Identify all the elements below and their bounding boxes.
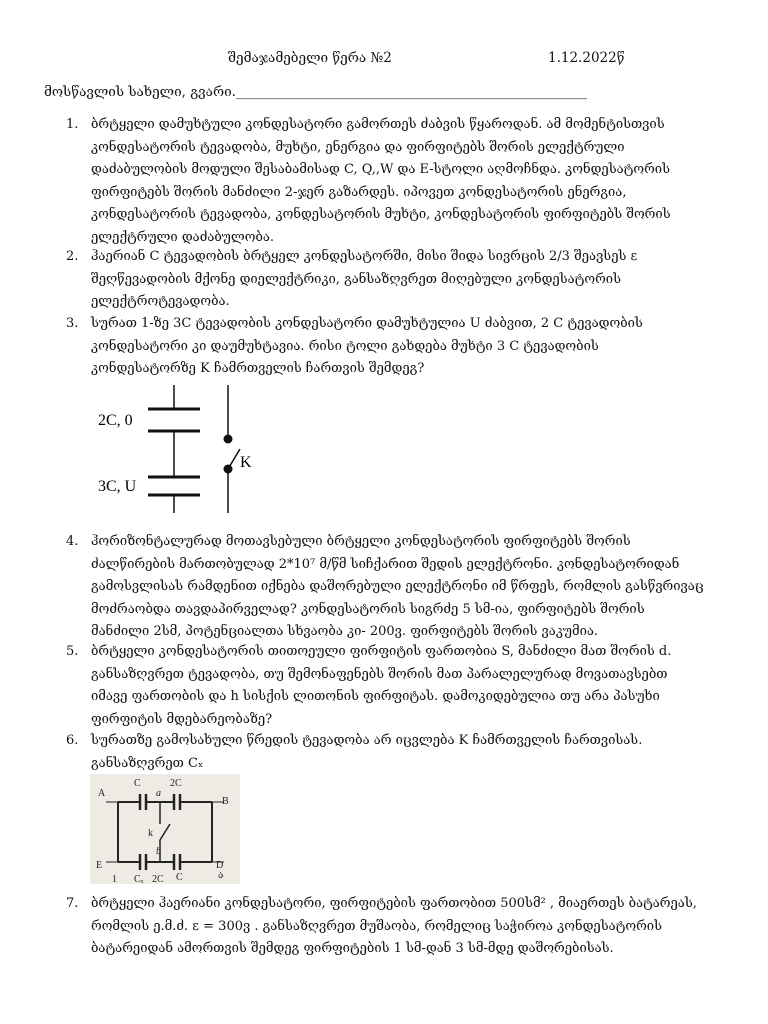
- problem-number: 1.: [66, 117, 79, 132]
- date-label: 1.12.2022წ: [548, 50, 625, 66]
- switch-k-label: K: [240, 454, 252, 471]
- node-d-label: D: [216, 860, 224, 871]
- capacitor-2c-top-label: 2C: [170, 778, 182, 789]
- switch-contact-top: [224, 435, 233, 444]
- node-b-label: B: [222, 796, 229, 807]
- problem-number: 6.: [66, 733, 79, 748]
- problem-number: 3.: [66, 316, 79, 331]
- problem-text: ბრტყელი დამუხტული კონდესატორი გამორთეს ძაბვის წყაროდან. ამ მომენტისთვის კონდესატორის ტევადობა, მუხტი, ენერგია და ფირფიტებს შორის ელექტრული დაძაბულობის მოდული შესაბამისად C, Q,,W და E-სტოლი აღმოჩნდა. კონდესატორის ფირფიტებს შორის მანძილი 2-ჯერ გაზარდეს. იპოვეთ კონდესატორის ენერგია, კონდესატორის ტევადობა, კონდესატორის მუხტი, კონდესატორის ფირფიტებს შორის ელექტრული დაძაბულობა.: [91, 117, 671, 245]
- problem-item: [66, 893, 706, 961]
- node-e-label: E: [96, 860, 103, 871]
- problem-text: სურათზე გამოსახული წრედის ტევადობა არ იცვლება K ჩამრთველის ჩართვისას. განსაზღვრეთ Cₓ: [91, 733, 643, 771]
- small-mark-right: ა: [218, 870, 224, 881]
- problem-item: [66, 730, 706, 775]
- problem-text: ბრტყელი ჰაერიანი კონდესატორი, ფირფიტების ფართობით 500სმ² , მიაერთეს ბატარეას, რომლის ე.მ.ძ. ε = 300ვ . განსაზღვრეთ მუშაობა, რომელიც საჭიროა კონდესატორის ბატარეიდან ამორთვის შემდეგ ფირფიტების 1 სმ-დან 3 სმ-მდე დაშორებისას.: [91, 896, 697, 956]
- node-a-small-label: a: [156, 788, 161, 799]
- problem-number: 4.: [66, 534, 79, 549]
- problem-text: ჰაერიან C ტევადობის ბრტყელ კონდესატორში, მისი შიდა სივრცის 2/3 შეავსეს ε შეღწევადობის მქონე დიელექტრიკი, განსაზღვრეთ მიღებული კონდესატორის ელექტროტევადობა.: [91, 249, 638, 309]
- problem-item: [66, 313, 706, 381]
- problem-item: [66, 114, 706, 249]
- figure-2-circuit: [90, 774, 240, 884]
- node-a-label: A: [98, 788, 106, 799]
- node-b-small-label: b: [156, 846, 161, 857]
- switch-contact-bottom: [224, 465, 233, 474]
- capacitor-cx-label: Cₓ: [134, 874, 144, 884]
- problem-item: [66, 531, 706, 644]
- student-name-line: მოსწავლის სახელი, გვარი.____________________________________________________: [44, 84, 587, 100]
- switch-k-label: k: [148, 828, 153, 839]
- problem-text: სურათ 1-ზე 3C ტევადობის კონდესატორი დამუხტულია U ძაბვით, 2 C ტევადობის კონდესატორი კი დაუმუხტავია. რისი ტოლი გახდება მუხტი 3 C ტევადობის კონდესატორზე K ჩამრთველის ჩართვის შემდეგ?: [91, 316, 643, 376]
- capacitor-2c-label: 2C, 0: [98, 412, 133, 429]
- small-mark-left: 1: [112, 874, 117, 884]
- figure-1-circuit: [92, 385, 262, 515]
- problem-item: [66, 246, 706, 314]
- problem-number: 2.: [66, 249, 79, 264]
- capacitor-3c-label: 3C, U: [98, 478, 137, 495]
- page-title: შემაჯამებელი წერა №2: [228, 50, 392, 66]
- problem-text: ბრტყელი კონდესატორის თითოეული ფირფიტის ფართობია S, მანძილი მათ შორის d. განსაზღვრეთ ტევადობა, თუ შემონაფენებს შორის მათ პარალელურად მოვათავსებთ იმავე ფართობის და h სისქის ლითონის ფირფიტას. დამოკიდებულია თუ არა პასუხი ფირფიტის მდებარეობაზე?: [91, 644, 672, 727]
- problem-item: [66, 641, 706, 731]
- problem-text: ჰორიზონტალურად მოთავსებული ბრტყელი კონდესატორის ფირფიტებს შორის ძალწირების მართობულად 2*10⁷ მ/წმ სიჩქარით შედის ელექტრონი. კონდესატორიდან გამოსვლისას რამდენით იქნება დაშორებული ელექტრონი იმ წრფეს, რომლის გასწვრივაც მოძრაობდა თავდაპირველად? კონდესატორის სიგრძე 5 სმ-ია, ფირფიტებს შორის მანძილი 2სმ, პოტენციალთა სხვაობა კი- 200ვ. ფირფიტებს შორის ვაკუმია.: [91, 534, 704, 639]
- problem-number: 7.: [66, 896, 79, 911]
- capacitor-c-top-label: C: [134, 778, 141, 789]
- capacitor-2c-bottom-label: 2C: [152, 874, 164, 884]
- capacitor-c-bottom-label: C: [176, 872, 183, 883]
- problem-number: 5.: [66, 644, 79, 659]
